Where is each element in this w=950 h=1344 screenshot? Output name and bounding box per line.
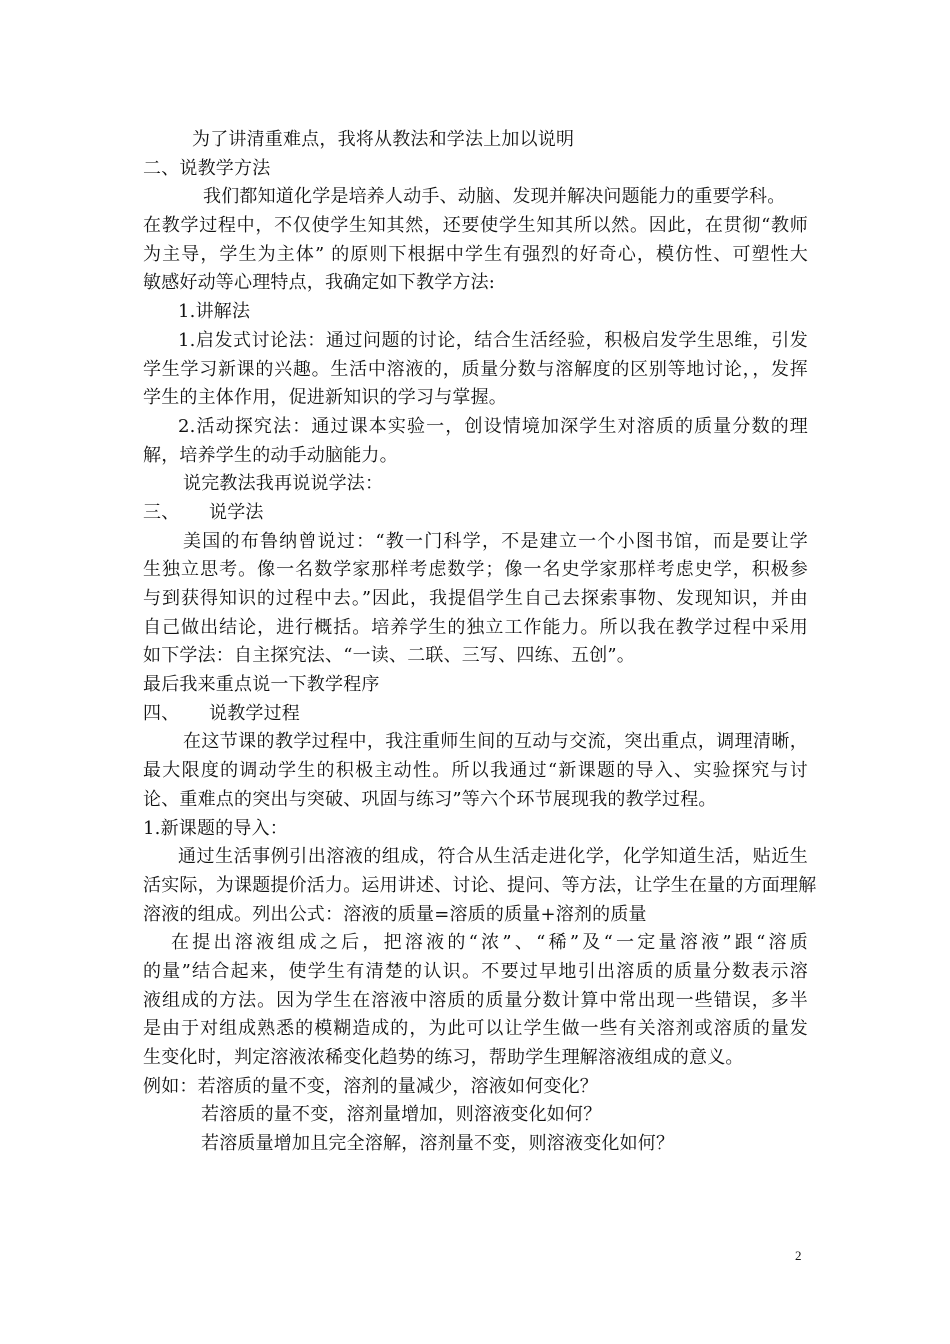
paragraph-line: 解，培养学生的动手动脑能力。: [143, 444, 398, 466]
paragraph-line: 通过生活事例引出溶液的组成，符合从生活走进化学，化学知道生活，贴近生: [178, 846, 808, 868]
paragraph-line: 最后我来重点说一下教学程序: [143, 674, 380, 696]
paragraph-line: 学生学习新课的兴趣。生活中溶液的，质量分数与溶解度的区别等地讨论，，发挥: [143, 358, 808, 380]
paragraph-line: 自己做出结论，进行概括。培养学生的独立工作能力。所以我在教学过程中采用: [143, 616, 808, 638]
example-line: 若溶质量增加且完全溶解，溶剂量不变，则溶液变化如何？: [201, 1133, 675, 1155]
paragraph-line: 溶液的组成。列出公式：溶液的质量=溶质的质量+溶剂的质量: [143, 903, 647, 925]
list-item: 2.活动探究法：通过课本实验一，创设情境加深学生对溶质的质量分数的理: [178, 415, 808, 437]
section-heading-process: 四、 说教学过程: [143, 702, 301, 724]
paragraph-line: 与到获得知识的过程中去。”因此，我提倡学生自己去探索事物、发现知识，并由: [143, 588, 808, 609]
paragraph-line: 在这节课的教学过程中，我注重师生间的互动与交流，突出重点，调理清晰，: [183, 731, 808, 753]
example-line: 例如：若溶质的量不变，溶剂的量减少，溶液如何变化？: [143, 1075, 598, 1097]
paragraph-line: 美国的布鲁纳曾说过：“教一门科学，不是建立一个小图书馆，而是要让学: [183, 530, 808, 552]
page-number: 2: [795, 1248, 802, 1263]
paragraph-line: 敏感好动等心理特点，我确定如下教学方法:: [143, 272, 496, 294]
paragraph-line: 如下学法：自主探究法、“一读、二联、三写、四练、五创”。: [143, 645, 636, 667]
paragraph-line: 液组成的方法。因为学生在溶液中溶质的质量分数计算中常出现一些错误，多半: [143, 989, 808, 1011]
paragraph-line: 最大限度的调动学生的积极主动性。所以我通过“新课题的导入、实验探究与讨: [143, 760, 808, 782]
list-item: 1.启发式讨论法：通过问题的讨论，结合生活经验，积极启发学生思维，引发: [178, 329, 808, 351]
paragraph-line: 为主导，学生为主体” 的原则下根据中学生有强烈的好奇心，模仿性、可塑性大: [143, 243, 808, 265]
section-heading-study: 三、 说学法: [143, 501, 264, 523]
paragraph-line: 生独立思考。像一名数学家那样考虑数学；像一名史学家那样考虑史学，积极参: [143, 559, 808, 581]
paragraph-line: 论、重难点的突出与突破、巩固与练习”等六个环节展现我的教学过程。: [143, 788, 717, 810]
paragraph-line: 我们都知道化学是培养人动手、动脑、发现并解决问题能力的重要学科。: [203, 186, 786, 208]
list-item: 1.讲解法: [178, 301, 251, 323]
paragraph-line: 说完教法我再说说学法：: [183, 473, 384, 495]
example-line: 若溶质的量不变，溶剂量增加，则溶液变化如何？: [201, 1104, 602, 1126]
subsection-heading: 1.新课题的导入：: [143, 817, 288, 839]
paragraph-line: 学生的主体作用，促进新知识的学习与掌握。: [143, 387, 507, 409]
section-heading-methods: 二、说教学方法: [143, 157, 271, 179]
document-body: [143, 126, 817, 1159]
intro-line: 为了讲清重难点，我将从教法和学法上加以说明: [192, 129, 575, 150]
paragraph-line: 在提出溶液组成之后，把溶液的“浓”、“稀”及“一定量溶液”跟“溶质: [171, 932, 808, 954]
paragraph-line: 生变化时，判定溶液浓稀变化趋势的练习，帮助学生理解溶液组成的意义。: [143, 1047, 744, 1068]
paragraph-line: 活实际，为课题提价活力。运用讲述、讨论、提问、等方法，让学生在量的方面理解: [143, 874, 817, 896]
paragraph-line: 的量”结合起来，使学生有清楚的认识。不要过早地引出溶质的质量分数表示溶: [143, 960, 808, 982]
paragraph-line: 是由于对组成熟悉的模糊造成的，为此可以让学生做一些有关溶剂或溶质的量发: [143, 1018, 808, 1040]
paragraph-line: 在教学过程中，不仅使学生知其然，还要使学生知其所以然。因此，在贯彻“教师: [143, 215, 808, 237]
